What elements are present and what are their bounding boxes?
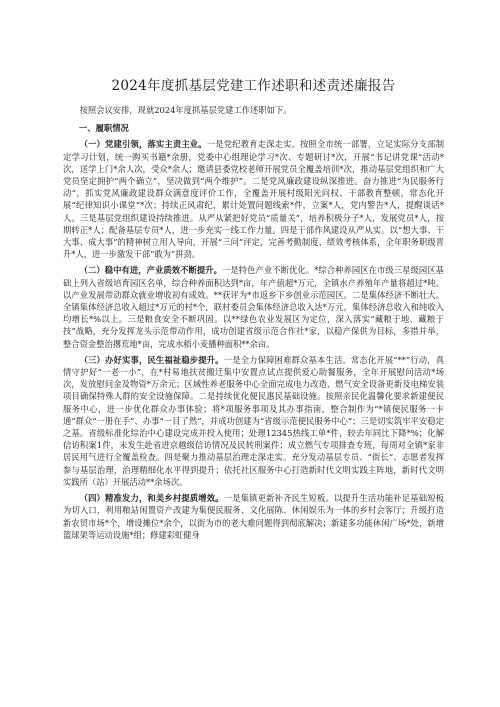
document-title: 2024年度抓基层党建工作述职和述责述廉报告 bbox=[111, 78, 396, 94]
subsection-party-building bbox=[63, 138, 444, 260]
paragraph-party-building bbox=[63, 138, 444, 260]
subsection-body: 一是党纪教育走深走实。按照全市统一部署，立足实际分支部制定学习计划，统一购买书籍*余册，党委中心组理论学习*次、专题研讨*次，开展“书记讲党课”活动*次，送学上门*余人次，受众*余人；邀请县委党校老师开展党员全覆盖培训*次，推动基层党组织和广大党员坚定拥护“两个确立”，坚决做到“两个维护”。二是党风廉政建设纵深推进。奋力推进“为民服务行动”，抓实党风廉政建设群众满意度评价工作，全覆盖开展村级阳光问权、干部教育整顿，常态化开展“纪律知识小课堂”*次；持续正风肃纪，累计处置问题线索*件，立案*人，党内警告*人，提醒谈话*人。三是基层党组织建设持续推进。从严从紧把好党员“质量关”，培养积极分子*人，发展党员*人，按期转正*人；配备基层专员*人，进一步充实一线工作力量。四是干部作风建设从严从实。以“想大事、干大事、成大事”的精神树立用人导向，开展“三问”评定，完善考勤制度、绩效考核体系，全年职务职级晋升*人，进一步激发干部“敢为”拼劲。 bbox=[63, 139, 444, 260]
subsection-livelihood bbox=[63, 354, 444, 488]
paragraph-industry bbox=[63, 264, 444, 349]
subsection-body: 一是集镇更新补齐民生短板。以提升生活功能补足基础短板为切入口，利用粮站闲置资产改建为集便民服务、文化展陈、休闲娱乐为一体的乡村会客厅；升级打造新农贸市场*个，增设摊位*余个，以街为市的老大难问题得到彻底解决；新建多功能休闲广场*处，新增篮球架等运动设施*组；修建彩虹健身 bbox=[63, 493, 444, 540]
subsection-heading: （四）精准发力，和美乡村提质增效。 bbox=[79, 493, 224, 504]
subsection-heading: （二）稳中有进，产业质效不断提升。 bbox=[79, 265, 223, 276]
subsection-heading: （三）办好实事，民生福祉稳步提升。 bbox=[79, 354, 224, 365]
subsection-rural bbox=[63, 492, 444, 541]
subsection-body: 一是全力保障困难群众基本生活。常态化开展“**”行动，真情守护好“一老一小”，在*村易地扶贫搬迁集中安置点试点提供爱心助餐服务，全年开展慰问活动*场次，发放慰问金及物资*万余元；区域性养老服务中心全面完成电力改造、燃气安全设备更新及电梯安装项目确保特殊人群的安全设施保障。二是持续优化便民惠民基础设施。按照亲民化温馨化要求新建便民服务中心，进一步优化群众办事体验；将*项服务事项及其办事指南，整合制作为“*镇便民服务一卡通”群众“一册在手”、办事“一目了然”，并成功创建为“省级示范便民服务中心”；三是切实筑牢平安稳定之基。省级标准化综治中心建设完成并投入使用；处理12345热线工单*件，较去年同比下降*%；化解信访积案1件，未发生赴省进京越级信访情况及民转刑案件；成立燃气专项排查专班，每周对全镇*家非居民用气进行全覆盖检查。四是聚力推动基层治理走深走实。充分发动基层专员、“街长”、志愿者发挥参与基层治理，治理精细化水平得到提升；依托社区服务中心打造新时代文明实践主阵地，新时代文明实践所（站）开展活动**余场次。 bbox=[63, 354, 444, 487]
intro-paragraph: 按照会议安排，现就2024年度抓基层党建工作述职如下。 bbox=[79, 105, 292, 115]
subsection-heading: （一）党建引领，落实主责主业。 bbox=[79, 139, 207, 150]
subsection-industry bbox=[63, 264, 444, 349]
subsection-body: 一是特色产业不断优化。*综合种养园区在市级三星级园区基础上列入省级培育园区名单，综合种养面积达到*亩，年产值超*万元，全镇水产养殖年产量将超过*吨。以产业发展带动群众就业增收初有成效。**获评为*市返乡下乡创业示范园区。二是集体经济不断壮大。全镇集体经济总收入超过*万元的村*个，联村委员会集体经济总收入达*万元，集体经济总收入和纯收入均增长*%以上。三是粮食安全不断巩固。以**绿色农业发展区为定位，深入落实“藏粮于地、藏粮于技”战略，充分发挥龙头示范带动作用，成功创建省级示范合作社*家，以稳产保供为目标，多措并举，整合资金整治撂荒地*亩，完成水稻小麦播种面积**余亩。 bbox=[63, 265, 444, 349]
paragraph-rural bbox=[63, 492, 444, 541]
section-heading-performance: 一、履职情况 bbox=[79, 123, 129, 134]
paragraph-livelihood bbox=[63, 354, 444, 488]
